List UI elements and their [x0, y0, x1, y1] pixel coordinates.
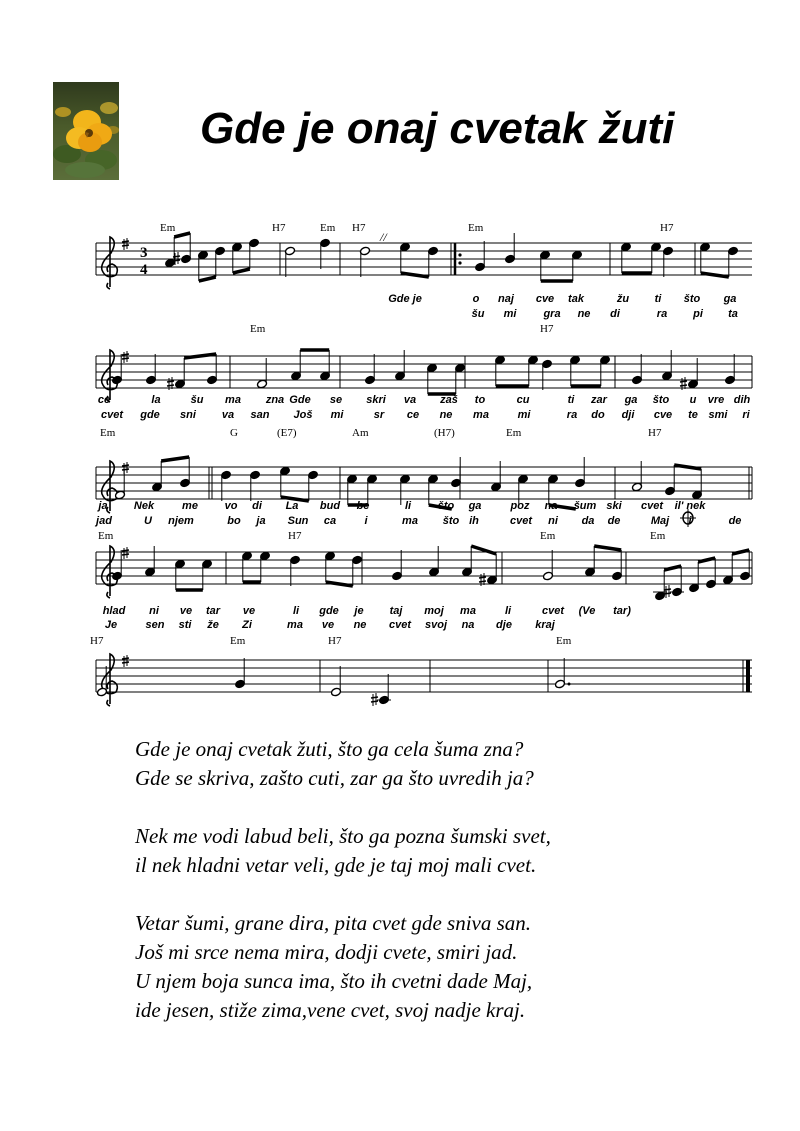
lyric-syllable: li: [404, 500, 412, 512]
chord-symbol: Em: [320, 222, 336, 234]
chord-symbol: Em: [98, 530, 114, 542]
lyric-syllable: il' nek: [674, 500, 706, 512]
note: [555, 658, 571, 689]
lyric-syllable: sr: [373, 409, 385, 421]
lyric-syllable: o: [472, 293, 480, 305]
lyric-syllable: cve: [653, 409, 673, 421]
lyric-syllable: na: [544, 500, 558, 512]
lyric-syllable: va: [221, 409, 235, 421]
lyric-syllable: di: [610, 308, 620, 320]
lyric-syllable: tar: [205, 605, 221, 617]
chord-symbol: H7: [352, 222, 366, 234]
lyric-syllable: sen: [145, 619, 165, 631]
time-signature-bottom: 4: [140, 262, 148, 278]
lyric-syllable: cve: [535, 293, 555, 305]
lyric-syllable: me: [182, 500, 198, 512]
lyric-syllable: ma: [287, 619, 303, 631]
lyric-syllable: sni: [180, 409, 196, 421]
lyric-syllable: U: [144, 515, 152, 527]
lyric-syllable: Gde je: [388, 293, 422, 305]
lyrics-stanza: [135, 909, 755, 1025]
chord-symbol: H7: [660, 222, 674, 234]
lyric-syllable: va: [403, 394, 417, 406]
lyric-syllable: li: [292, 605, 300, 617]
lyric-syllable: što: [442, 515, 460, 527]
lyric-syllable: je: [354, 605, 364, 617]
lyric-syllable: što: [652, 394, 670, 406]
lyric-syllable: šum: [573, 500, 597, 512]
lyric-syllable: cvet: [388, 619, 412, 631]
lyric-syllable: ni: [149, 605, 159, 617]
lyrics-text: [135, 735, 755, 1054]
lyric-syllable: že: [207, 619, 219, 631]
lyric-syllable: La: [285, 500, 299, 512]
chord-symbol: H7: [540, 323, 554, 335]
lyric-syllable: i: [364, 515, 368, 527]
note: [371, 674, 391, 706]
lyric-syllable: šu: [471, 308, 485, 320]
chord-symbol: H7: [288, 530, 302, 542]
lyric-syllable: da: [581, 515, 595, 527]
lyric-syllable: jad: [96, 515, 112, 527]
chord-symbol: Em: [250, 323, 266, 335]
lyric-syllable: cvet: [640, 500, 664, 512]
lyrics-line: Vetar šumi, grane dira, pita cvet gde sniva san.: [135, 911, 532, 935]
lyric-syllable: dji: [621, 409, 635, 421]
lyrics-line: Nek me vodi labud beli, što ga pozna šumski svet,: [135, 824, 551, 848]
lyric-syllable: ne: [439, 409, 453, 421]
lyric-syllable: ca: [323, 515, 337, 527]
lyric-syllable: šu: [190, 394, 204, 406]
lyric-syllable: ja: [256, 515, 266, 527]
lyric-syllable: cu: [516, 394, 530, 406]
lyric-syllable: dih: [733, 394, 751, 406]
lyric-syllable: ma: [225, 394, 241, 406]
lyric-syllable: Gde: [289, 394, 311, 406]
chord-symbol: Em: [650, 530, 666, 542]
final-barline: [746, 660, 750, 692]
chord-symbol: Em: [540, 530, 556, 542]
lyric-syllable: smi: [708, 409, 728, 421]
lyrics-stanza: [135, 822, 755, 880]
lyric-syllable: la: [151, 394, 161, 406]
breath-mark: //: [380, 230, 387, 244]
lyric-syllable: što: [683, 293, 701, 305]
lyric-syllable: be: [356, 500, 370, 512]
lyric-syllable: ve: [242, 605, 256, 617]
lyric-syllable: vo: [224, 500, 238, 512]
lyric-syllable: de: [728, 515, 742, 527]
chord-symbol: Em: [556, 635, 572, 647]
lyric-syllable: ra: [656, 308, 668, 320]
lyrics-stanza: [135, 735, 755, 793]
chord-symbol: H7: [328, 635, 342, 647]
lyrics-line: U njem boja sunca ima, što ih cvetni dade Maj,: [135, 969, 533, 993]
lyric-syllable: na: [461, 619, 475, 631]
lyric-syllable: njem: [168, 515, 194, 527]
lyric-syllable: ga: [468, 500, 482, 512]
lyric-syllable: u: [689, 394, 697, 406]
lyric-syllable: mi: [517, 409, 531, 421]
lyric-syllable: žu: [616, 293, 630, 305]
lyric-syllable: to: [474, 394, 486, 406]
lyric-syllable: ni: [548, 515, 558, 527]
lyric-syllable: cvet: [541, 605, 565, 617]
lyric-syllable: dje: [496, 619, 512, 631]
lyric-syllable: Zi: [242, 619, 252, 631]
lyric-syllable: ih: [469, 515, 479, 527]
lyric-syllable: ve: [321, 619, 335, 631]
lyric-syllable: ti: [567, 394, 575, 406]
lyrics-line: Još mi srce nema mira, dodji cvete, smiri jad.: [135, 940, 518, 964]
lyric-syllable: ra: [566, 409, 578, 421]
lyric-syllable: ta: [728, 308, 738, 320]
lyric-syllable: ne: [353, 619, 367, 631]
lyric-syllable: Nek: [133, 500, 155, 512]
lyric-syllable: pi: [693, 308, 703, 320]
lyric-syllable: vre: [707, 394, 725, 406]
chord-symbol: Em: [100, 427, 116, 439]
time-signature-top: 3: [140, 245, 148, 261]
lyric-syllable: di: [252, 500, 262, 512]
lyric-syllable: li: [504, 605, 512, 617]
lyric-syllable: bud: [319, 500, 341, 512]
lyric-syllable: mi: [330, 409, 344, 421]
lyric-syllable: ja: [98, 500, 108, 512]
lyric-syllable: moj: [424, 605, 444, 617]
lyrics-line: il nek hladni vetar veli, gde je taj moj mali cvet.: [135, 853, 537, 877]
lyric-syllable: ce: [97, 394, 111, 406]
chord-symbol: Em: [160, 222, 176, 234]
lyric-syllable: ma: [402, 515, 418, 527]
lyric-syllable: taj: [389, 605, 403, 617]
note: [235, 658, 246, 689]
chord-symbol: Em: [506, 427, 522, 439]
lyric-syllable: zaš: [440, 394, 458, 406]
lyric-syllable: gde: [140, 409, 160, 421]
lyric-syllable: ma: [460, 605, 476, 617]
lyric-syllable: ri: [742, 409, 750, 421]
lyric-syllable: gra: [543, 308, 561, 320]
lyric-syllable: Sun: [287, 515, 309, 527]
lyric-syllable: hlad: [102, 605, 126, 617]
chord-symbol: H7: [272, 222, 286, 234]
lyric-syllable: ga: [723, 293, 737, 305]
chord-symbol: Am: [352, 427, 369, 439]
lyric-syllable: skri: [366, 394, 386, 406]
chord-symbol: (E7): [277, 427, 297, 439]
lyric-syllable: ve: [179, 605, 193, 617]
lyric-syllable: svoj: [424, 619, 448, 631]
lyric-syllable: i: [688, 515, 692, 527]
lyric-syllable: (Ve: [578, 605, 596, 617]
lyric-syllable: bo: [227, 515, 241, 527]
lyric-syllable: ski: [606, 500, 622, 512]
chord-symbol: Em: [468, 222, 484, 234]
song-title: Gde je onaj cvetak žuti: [200, 104, 675, 153]
lyric-syllable: zna: [265, 394, 285, 406]
lyric-syllable: mi: [503, 308, 517, 320]
lyrics-line: Gde je onaj cvetak žuti, što ga cela šuma zna?: [135, 737, 524, 761]
chord-symbol: G: [230, 427, 238, 439]
lyrics-line: ide jesen, stiže zima,vene cvet, svoj nadje kraj.: [135, 998, 526, 1022]
lyric-syllable: Maj: [650, 515, 670, 527]
lyric-syllable: sti: [178, 619, 192, 631]
lyric-syllable: Još: [293, 409, 313, 421]
lyric-syllable: što: [437, 500, 455, 512]
lyric-syllable: de: [607, 515, 621, 527]
lyric-syllable: naj: [498, 293, 514, 305]
lyric-syllable: zar: [591, 394, 607, 406]
sharp-icon: [122, 655, 129, 667]
lyric-syllable: poz: [510, 500, 530, 512]
lyric-syllable: san: [250, 409, 270, 421]
chord-symbol: H7: [90, 635, 104, 647]
lyrics-line: Gde se skriva, zašto cuti, zar ga što uvredih ja?: [135, 766, 534, 790]
lyric-syllable: kraj: [535, 619, 555, 631]
lyric-syllable: Je: [104, 619, 118, 631]
lyric-syllable: do: [591, 409, 605, 421]
lyric-syllable: ma: [473, 409, 489, 421]
treble-clef-icon: [102, 654, 118, 706]
chord-symbol: (H7): [434, 427, 455, 439]
lyric-syllable: tak: [568, 293, 584, 305]
chord-symbol: Em: [230, 635, 246, 647]
lyric-syllable: gde: [319, 605, 339, 617]
lyric-syllable: te: [688, 409, 698, 421]
note: [331, 666, 342, 697]
lyric-syllable: tar): [613, 605, 631, 617]
lyric-syllable: se: [329, 394, 343, 406]
lyric-syllable: ga: [624, 394, 638, 406]
lyric-syllable: ce: [406, 409, 420, 421]
lyric-syllable: ne: [577, 308, 591, 320]
lyric-syllable: ti: [654, 293, 662, 305]
chord-symbol: H7: [648, 427, 662, 439]
lyric-syllable: cvet: [100, 409, 124, 421]
lyric-syllable: cvet: [509, 515, 533, 527]
